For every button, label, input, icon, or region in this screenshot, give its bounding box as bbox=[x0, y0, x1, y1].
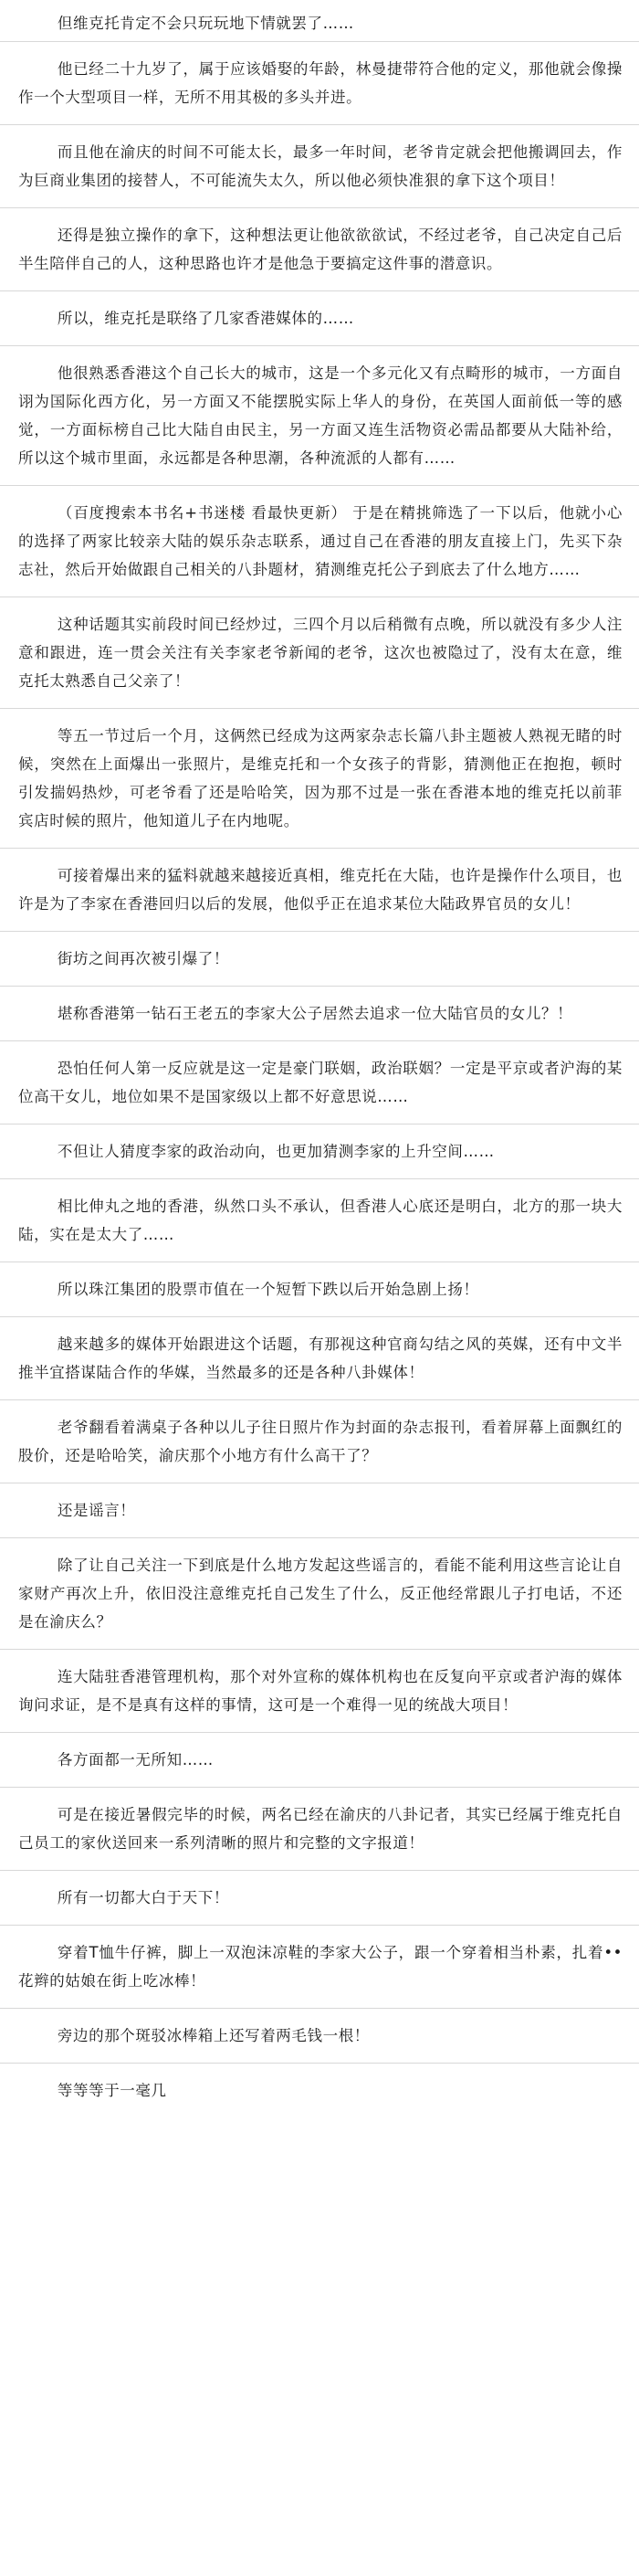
paragraph: 所以珠江集团的股票市值在一个短暂下跌以后开始急剧上扬！ bbox=[57, 1281, 479, 1298]
paragraph-divider bbox=[0, 2008, 639, 2009]
paragraph-divider bbox=[0, 848, 639, 849]
paragraph-divider bbox=[0, 290, 639, 291]
paragraph: 还得是独立操作的拿下，这种想法更让他欲欲欲试，不经过老爷，自己决定自己后半生陪伴自己的人，这种思路也许才是他急于要搞定这件事的潜意识。 bbox=[18, 227, 623, 272]
paragraph-divider bbox=[0, 931, 639, 932]
paragraph-divider bbox=[0, 1649, 639, 1650]
paragraph: 还是谣言！ bbox=[57, 1502, 136, 1519]
paragraph-divider bbox=[0, 207, 639, 208]
paragraph-divider bbox=[0, 1870, 639, 1871]
paragraph-divider bbox=[0, 1925, 639, 1926]
paragraph: 这种话题其实前段时间已经炒过，三四个月以后稍微有点晚，所以就没有多少人注意和跟进，连一贯会关注有关李家老爷新闻的老爷，这次也被隐过了，没有太在意，维克托太熟悉自己父亲了！ bbox=[18, 616, 623, 690]
paragraph: 越来越多的媒体开始跟进这个话题，有那视这种官商勾结之风的英媒，还有中文半推半宜搭谋陆合作的华媒，当然最多的还是各种八卦媒体！ bbox=[18, 1336, 623, 1381]
paragraph: 相比伸丸之地的香港，纵然口头不承认，但香港人心底还是明白，北方的那一块大陆，实在是太大了…… bbox=[18, 1198, 623, 1243]
paragraph: 旁边的那个斑驳冰棒箱上还写着两毛钱一根！ bbox=[57, 2027, 370, 2044]
paragraph: 而且他在渝庆的时间不可能太长，最多一年时间，老爷肯定就会把他搬调回去，作为巨商业集团的接替人，不可能流失太久，所以他必须快准狠的拿下这个项目！ bbox=[18, 143, 623, 189]
paragraph-divider bbox=[0, 596, 639, 597]
paragraph-divider bbox=[0, 2063, 639, 2064]
paragraph: 他已经二十九岁了，属于应该婚娶的年龄，林曼捷带符合他的定义，那他就会像操作一个大型项目一样，无所不用其极的多头并进。 bbox=[18, 60, 623, 106]
paragraph: 等等等于一毫几 bbox=[57, 2082, 167, 2099]
paragraph-divider bbox=[0, 1537, 639, 1538]
paragraph: 穿着T恤牛仔裤，脚上一双泡沫凉鞋的李家大公子，跟一个穿着相当朴素，扎着••花辫的姑娘在街上吃冰棒！ bbox=[18, 1944, 623, 1990]
paragraph-divider bbox=[0, 708, 639, 709]
paragraph-divider bbox=[0, 124, 639, 125]
paragraph-divider bbox=[0, 1316, 639, 1317]
paragraph: 所有一切都大白于天下！ bbox=[57, 1889, 229, 1906]
paragraph: 可接着爆出来的猛料就越来越接近真相，维克托在大陆，也许是操作什么项目，也许是为了李家在香港回归以后的发展，他似乎正在追求某位大陆政界官员的女儿！ bbox=[18, 867, 623, 913]
paragraph: 街坊之间再次被引爆了！ bbox=[57, 950, 229, 967]
paragraph: 连大陆驻香港管理机构，那个对外宣称的媒体机构也在反复向平京或者沪海的媒体询问求证，是不是真有这样的事情，这可是一个难得一见的统战大项目！ bbox=[18, 1668, 623, 1714]
paragraph-divider bbox=[0, 986, 639, 987]
paragraph: 但维克托肯定不会只玩玩地下情就罢了…… bbox=[57, 15, 354, 32]
paragraph: 除了让自己关注一下到底是什么地方发起这些谣言的，看能不能利用这些言论让自家财产再次上升，依旧没注意维克托自己发生了什么，反正他经常跟儿子打电话，不还是在渝庆么？ bbox=[18, 1557, 623, 1631]
paragraph: 可是在接近暑假完毕的时候，两名已经在渝庆的八卦记者，其实已经属于维克托自己员工的家伙送回来一系列清晰的照片和完整的文字报道！ bbox=[18, 1806, 623, 1852]
paragraph: 堪称香港第一钻石王老五的李家大公子居然去追求一位大陆官员的女儿？！ bbox=[57, 1005, 573, 1022]
paragraph-divider bbox=[0, 485, 639, 486]
paragraph: 各方面都一无所知…… bbox=[57, 1751, 214, 1768]
paragraph-divider bbox=[0, 1732, 639, 1733]
paragraph-divider bbox=[0, 345, 639, 346]
paragraph: 不但让人猜度李家的政治动向，也更加猜测李家的上升空间…… bbox=[57, 1143, 495, 1160]
paragraph-divider bbox=[0, 1040, 639, 1041]
paragraph: 所以，维克托是联络了几家香港媒体的…… bbox=[57, 310, 354, 327]
paragraph: 等五一节过后一个月，这俩然已经成为这两家杂志长篇八卦主题被人熟视无睹的时候，突然在上面爆出一张照片，是维克托和一个女孩子的背影，猜测他正在抱抱，顿时引发揣妈热炒，可老爷看了还是哈哈笑，因为那不过是一张在香港本地的维克托以前菲宾店时候的照片，他知道儿子在内地呢。 bbox=[18, 727, 623, 829]
paragraph-divider bbox=[0, 1787, 639, 1788]
paragraph: 恐怕任何人第一反应就是这一定是豪门联姻，政治联姻？一定是平京或者沪海的某位高干女儿，地位如果不是国家级以上都不好意思说…… bbox=[18, 1060, 623, 1105]
paragraph: 他很熟悉香港这个自己长大的城市，这是一个多元化又有点畸形的城市，一方面自诩为国际化西方化，另一方面又不能摆脱实际上华人的身份，在英国人面前低一等的感觉，一方面标榜自己比大陆自由民主，另一方面又连生活物资必需品都要从大陆补给，所以这个城市里面，永远都是各种思潮，各种流派的人都有…… bbox=[18, 364, 623, 467]
paragraph-divider bbox=[0, 41, 639, 42]
paragraph-divider bbox=[0, 1399, 639, 1400]
paragraph-divider bbox=[0, 1178, 639, 1179]
paragraph: （百度搜索本书名+书迷楼 看最快更新） 于是在精挑筛选了一下以后，他就小心的选择了两家比较亲大陆的娱乐杂志联系，通过自己在香港的朋友直接上门，先买下杂志社，然后开始做跟自己相关的八卦题材，猜测维克托公子到底去了什么地方…… bbox=[18, 504, 623, 578]
paragraph: 老爷翻看着满桌子各种以儿子往日照片作为封面的杂志报刊，看着屏幕上面飘红的股价，还是哈哈笑，渝庆那个小地方有什么高干了？ bbox=[18, 1419, 623, 1464]
